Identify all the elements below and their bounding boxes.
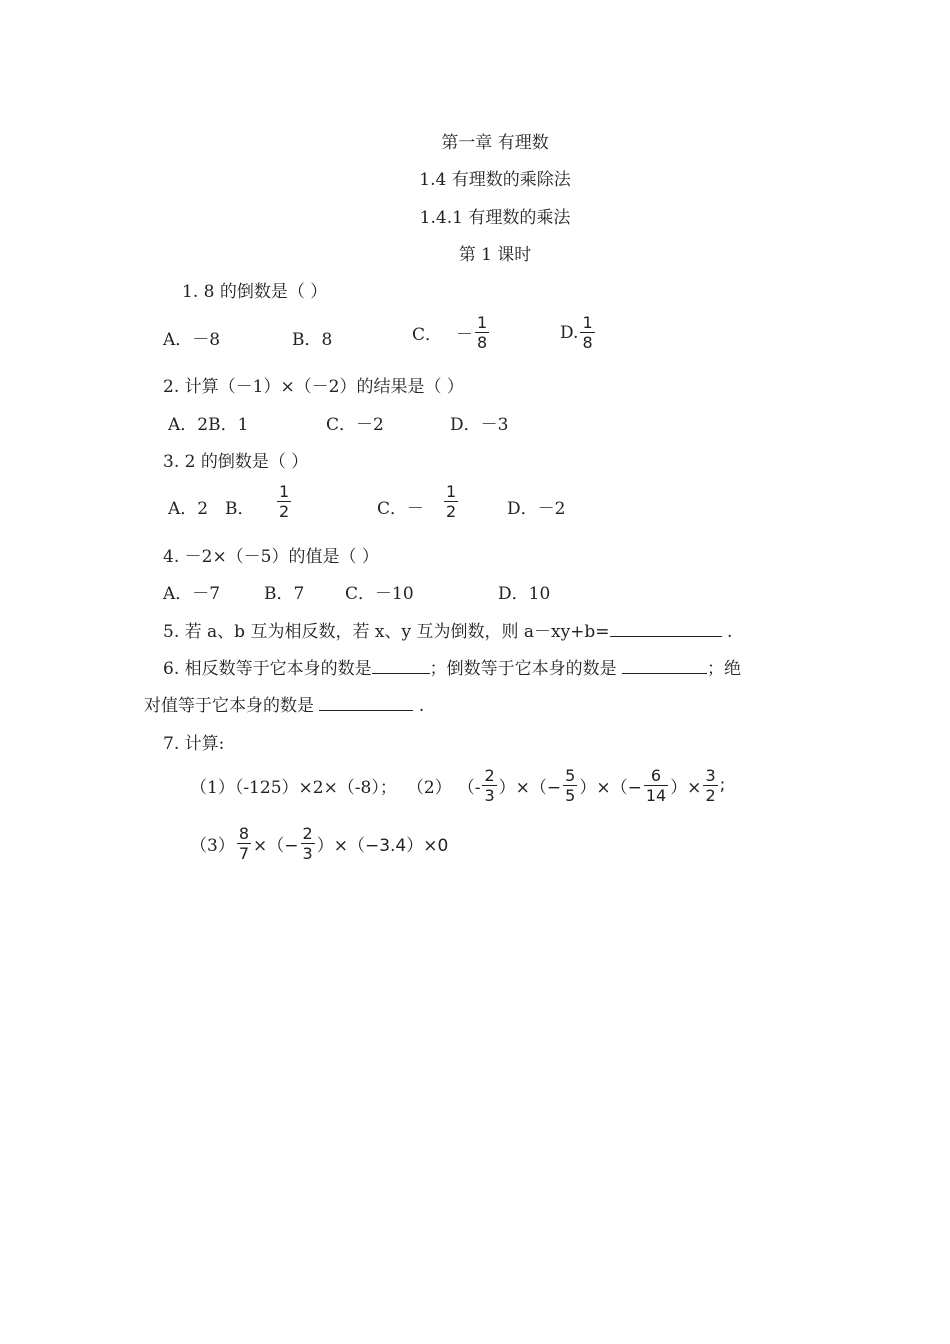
operator: ）× xyxy=(670,777,702,798)
question-6-line-1 xyxy=(163,654,741,679)
question-3-option-b-fraction xyxy=(275,482,293,521)
section-title: 1.4 有理数的乘除法 xyxy=(419,170,571,190)
denominator: 5 xyxy=(565,785,576,805)
question-6-part-2: ；倒数等于它本身的数是 xyxy=(429,659,617,679)
question-4-option-b: B．7 xyxy=(264,584,305,604)
operator: ）×（− xyxy=(579,777,642,798)
denominator: 3 xyxy=(302,843,313,863)
operator: ）×（−3.4）×0 xyxy=(316,835,449,856)
fraction xyxy=(277,482,291,521)
question-2-option-d: D．－3 xyxy=(450,415,509,435)
numerator: 8 xyxy=(238,823,250,843)
fraction xyxy=(580,313,594,352)
numerator: 3 xyxy=(705,765,716,785)
question-6-line-2 xyxy=(144,691,424,716)
numerator: 2 xyxy=(302,823,313,843)
question-5-text: 5. 若 a、b 互为相反数，若 x、y 互为倒数，则 a－xy+b= xyxy=(163,622,610,642)
question-1-option-c xyxy=(412,313,491,352)
question-6-part-1: 6. 相反数等于它本身的数是 xyxy=(163,659,372,679)
question-7-stem: 7. 计算: xyxy=(163,734,225,754)
lesson-title: 第 1 课时 xyxy=(458,245,532,265)
question-6-line-2-text: 对值等于它本身的数是 xyxy=(144,696,314,716)
denominator: 7 xyxy=(238,843,250,863)
question-4-option-d: D．10 xyxy=(498,584,551,604)
fraction xyxy=(444,482,458,521)
denominator: 8 xyxy=(477,333,488,352)
question-7-part-1-and-2 xyxy=(190,763,725,807)
answer-blank[interactable] xyxy=(622,657,707,674)
open-paren: （- xyxy=(457,777,481,798)
answer-blank[interactable] xyxy=(372,657,430,674)
fraction xyxy=(563,766,577,805)
question-7-part-3 xyxy=(190,821,448,865)
denominator: 2 xyxy=(279,502,290,521)
answer-blank[interactable] xyxy=(610,620,722,637)
question-4-option-c: C．－10 xyxy=(345,584,414,604)
question-2-stem: 2. 计算（－1）×（－2）的结果是（ ） xyxy=(163,377,464,397)
answer-blank[interactable] xyxy=(319,694,413,711)
question-1-option-a: A．－8 xyxy=(163,330,221,350)
subsection-title: 1.4.1 有理数的乘法 xyxy=(419,208,571,228)
numerator: 1 xyxy=(477,313,488,332)
question-3-option-c-fraction xyxy=(442,482,460,521)
question-5-end: . xyxy=(726,622,733,642)
question-6-end: . xyxy=(418,696,425,716)
denominator: 2 xyxy=(705,785,716,805)
question-1-option-b: B．8 xyxy=(292,330,333,350)
fraction xyxy=(644,766,668,805)
question-2-options-ab: A．2B．1 xyxy=(168,415,249,435)
question-2-option-c: C．－2 xyxy=(326,415,384,435)
question-3-stem: 3. 2 的倒数是（ ） xyxy=(163,452,309,472)
denominator: 3 xyxy=(484,785,495,805)
chapter-title: 第一章 有理数 xyxy=(441,133,549,153)
numerator: 5 xyxy=(565,765,576,785)
question-4-stem: 4. －2×（－5）的值是（ ） xyxy=(163,547,379,567)
question-1-option-d xyxy=(560,313,597,352)
numerator: 1 xyxy=(446,482,457,501)
numerator: 1 xyxy=(582,313,593,332)
denominator: 14 xyxy=(645,785,667,805)
denominator: 2 xyxy=(446,502,457,521)
question-7-part-3-label: （3） xyxy=(190,835,235,856)
question-3-option-c-label: C．－ xyxy=(377,499,425,519)
question-7-part-1: （1）（-125）×2×（-8）； xyxy=(190,777,397,798)
denominator: 8 xyxy=(582,333,593,352)
question-7-part-2-label: （2） xyxy=(406,777,452,798)
numerator: 6 xyxy=(650,765,662,785)
numerator: 2 xyxy=(484,765,495,785)
minus-sign: － xyxy=(456,325,474,345)
option-d-label: D. xyxy=(560,322,579,343)
numerator: 1 xyxy=(279,482,290,501)
fraction xyxy=(703,766,717,805)
question-5 xyxy=(163,617,732,642)
operator: ）×（− xyxy=(498,777,562,798)
semicolon: ; xyxy=(719,775,726,795)
question-3-option-a: A．2 xyxy=(168,499,209,519)
fraction xyxy=(237,824,251,863)
question-3-option-d: D．－2 xyxy=(507,499,566,519)
operator: ×（− xyxy=(253,835,299,856)
option-c-label: C． xyxy=(412,325,443,345)
fraction xyxy=(482,766,496,805)
fraction xyxy=(301,824,315,863)
question-3-option-b-label: B． xyxy=(225,499,255,519)
question-6-part-3: ；绝 xyxy=(707,659,742,679)
fraction xyxy=(475,313,489,352)
question-4-option-a: A．－7 xyxy=(163,584,221,604)
question-1-stem: 1. 8 的倒数是（ ） xyxy=(182,282,328,302)
